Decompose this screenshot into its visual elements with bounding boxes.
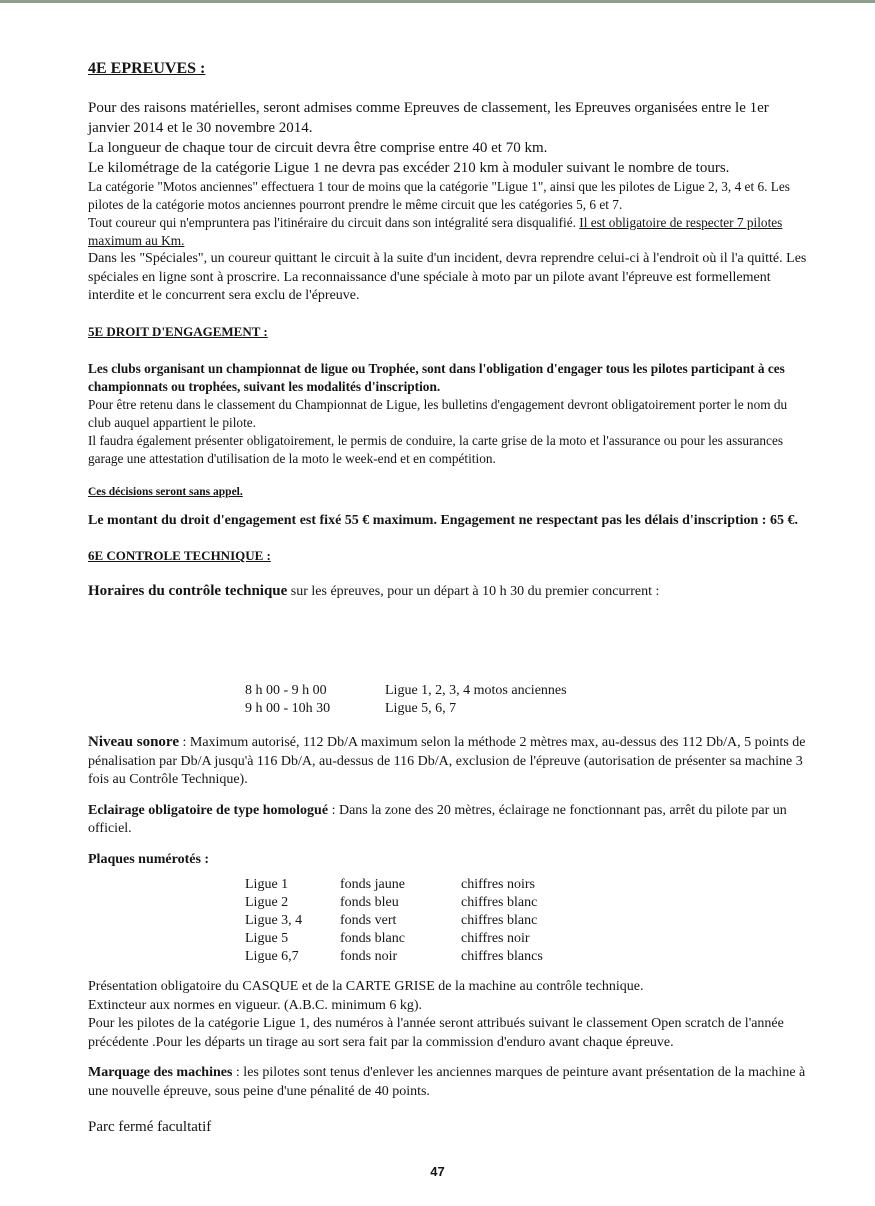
- plate-background: fonds noir: [340, 949, 398, 964]
- plates-table: [245, 876, 543, 966]
- s4-paragraph-1: Pour des raisons matérielles, seront admises comme Epreuves de classement, les Epreuves organisées entre le 1er janvier 2014 et le 30 novembre 2014.: [88, 100, 769, 136]
- section-6-title: 6E CONTROLE TECHNIQUE :: [88, 548, 271, 563]
- top-border: [0, 0, 875, 3]
- s6-marking-text: : les pilotes sont tenus d'enlever les anciennes marques de peinture avant présentation de la machine à une nouvelle épreuve, sous peine d'une pénalité de 40 points.: [88, 1065, 806, 1099]
- s6-noise-text: : Maximum autorisé, 112 Db/A maximum selon la méthode 2 mètres max, au-dessus des 112 Db/A, 5 points de pénalisation par Db/A jusqu'à 116 Db/A, au-dessus de 116 Db/A, exclusion de l'épreuve (autorisation de présenter sa machine 3 fois au Contrôle Technique).: [88, 735, 806, 787]
- closing-details: [88, 978, 808, 1137]
- plate-digits: chiffres blanc: [461, 895, 538, 910]
- s6-hours-text: sur les épreuves, pour un départ à 10 h 30 du premier concurrent :: [287, 584, 660, 599]
- section-4: [88, 60, 808, 306]
- schedule-row: [245, 700, 567, 718]
- schedule-row: [245, 682, 567, 700]
- s6-helmet: Présentation obligatoire du CASQUE et de la CARTE GRISE de la machine au contrôle technique.: [88, 979, 644, 994]
- schedule-category: Ligue 5, 6, 7: [385, 701, 457, 716]
- plate-ligue: Ligue 2: [245, 895, 289, 910]
- plates-row: [245, 930, 543, 948]
- plates-row: [245, 876, 543, 894]
- s5-fee: Le montant du droit d'engagement est fixé 55 € maximum. Engagement ne respectant pas les délais d'inscription : 65 €.: [88, 512, 798, 528]
- section-6: [88, 548, 808, 602]
- s4-paragraph-2: La longueur de chaque tour de circuit devra être comprise entre 40 et 70 km.: [88, 140, 548, 156]
- plate-digits: chiffres noirs: [461, 877, 535, 892]
- s6-lighting-label: Eclairage obligatoire de type homologué: [88, 802, 329, 818]
- schedule-table: [245, 682, 567, 718]
- plate-ligue: Ligue 5: [245, 931, 289, 946]
- plate-background: fonds blanc: [340, 931, 405, 946]
- s6-lighting: [88, 802, 808, 839]
- plate-background: fonds bleu: [340, 895, 399, 910]
- section-5-title: 5E DROIT D'ENGAGEMENT :: [88, 323, 268, 339]
- s5-paragraph-3: Il faudra également présenter obligatoirement, le permis de conduire, la carte grise de la moto et l'assurance ou pour les assurances garage une attestation d'utilisation de la moto le week-end et en compétition.: [88, 432, 784, 466]
- s4-disqualification-text: Tout coureur qui n'empruntera pas l'itinéraire du circuit dans son intégralité sera disqualifié.: [88, 215, 576, 230]
- s4-paragraph-4: La catégorie "Motos anciennes" effectuera 1 tour de moins que la catégorie "Ligue 1", ainsi que les pilotes de Ligue 2, 3, 4 et 6. Les pilotes de la catégorie motos anciennes pourront prendre le même circuit que les catégories 5, 6 et 7.: [88, 179, 790, 212]
- plate-ligue: Ligue 3, 4: [245, 913, 303, 928]
- page-number: 47: [430, 1164, 445, 1179]
- plates-row: [245, 912, 543, 930]
- s6-noise-label: Niveau sonore: [88, 734, 179, 750]
- plate-background: fonds jaune: [340, 877, 405, 892]
- schedule-category: Ligue 1, 2, 3, 4 motos anciennes: [385, 683, 567, 698]
- section-5: [88, 324, 808, 531]
- s6-noise: [88, 733, 808, 790]
- plates-row: [245, 948, 543, 966]
- s6-lighting-text: : Dans la zone des 20 mètres, éclairage ne fonctionnant pas, arrêt du pilote par un officiel.: [88, 802, 787, 836]
- s4-paragraph-3: Le kilométrage de la catégorie Ligue 1 ne devra pas excéder 210 km à moduler suivant le nombre de tours.: [88, 160, 730, 176]
- s5-paragraph-2: Pour être retenu dans le classement du Championnat de Ligue, les bulletins d'engagement devront obligatoirement porter le nom du club auquel appartient le pilote.: [88, 396, 788, 430]
- s6-hours-label: Horaires du contrôle technique: [88, 583, 288, 599]
- plates-row: [245, 894, 543, 912]
- technical-details: [88, 733, 808, 869]
- s6-plates-label: Plaques numérotés :: [88, 851, 210, 867]
- section-4-title: 4E EPREUVES :: [88, 60, 206, 77]
- s4-max-pilots-rule: Il est obligatoire de respecter 7 pilotes maximum au Km.: [88, 215, 783, 248]
- s5-decision-note: Ces décisions seront sans appel.: [88, 485, 243, 498]
- plate-ligue: Ligue 1: [245, 877, 289, 892]
- s6-marking-label: Marquage des machines: [88, 1065, 233, 1080]
- s6-hours: [88, 582, 808, 602]
- plate-digits: chiffres blancs: [461, 949, 543, 964]
- s6-extinguisher: Extincteur aux normes en vigueur. (A.B.C. minimum 6 kg).: [88, 997, 423, 1013]
- document-body: [88, 60, 808, 602]
- schedule-time: 8 h 00 - 9 h 00: [245, 683, 327, 698]
- s4-paragraph-6: Dans les "Spéciales", un coureur quittant le circuit à la suite d'un incident, devra reprendre celui-ci à l'endroit où il l'a quitté. Les spéciales en ligne sont à proscrire. La reconnaissance d'une spéciale à moto par un pilote avant l'épreuve est formellement interdite et le concurrent sera exclu de l'épreuve.: [88, 251, 807, 303]
- plate-digits: chiffres blanc: [461, 913, 538, 928]
- s6-marking: [88, 1064, 808, 1101]
- s6-numbers: Pour les pilotes de la catégorie Ligue 1, des numéros à l'année seront attribués suivant le classement Open scratch de l'année précédente .Pour les départs un tirage au sort sera fait par la commission d'enduro avant chaque épreuve.: [88, 1016, 784, 1050]
- s5-paragraph-1: Les clubs organisant un championnat de ligue ou Trophée, sont dans l'obligation d'engager tous les pilotes participant à ces championnats ou trophées, suivant les modalités d'inscription.: [88, 360, 785, 394]
- plate-digits: chiffres noir: [461, 931, 530, 946]
- s6-parc: Parc fermé facultatif: [88, 1119, 212, 1135]
- plate-background: fonds vert: [340, 913, 397, 928]
- s4-paragraph-5: [88, 214, 808, 250]
- schedule-time: 9 h 00 - 10h 30: [245, 701, 331, 716]
- plate-ligue: Ligue 6,7: [245, 949, 299, 964]
